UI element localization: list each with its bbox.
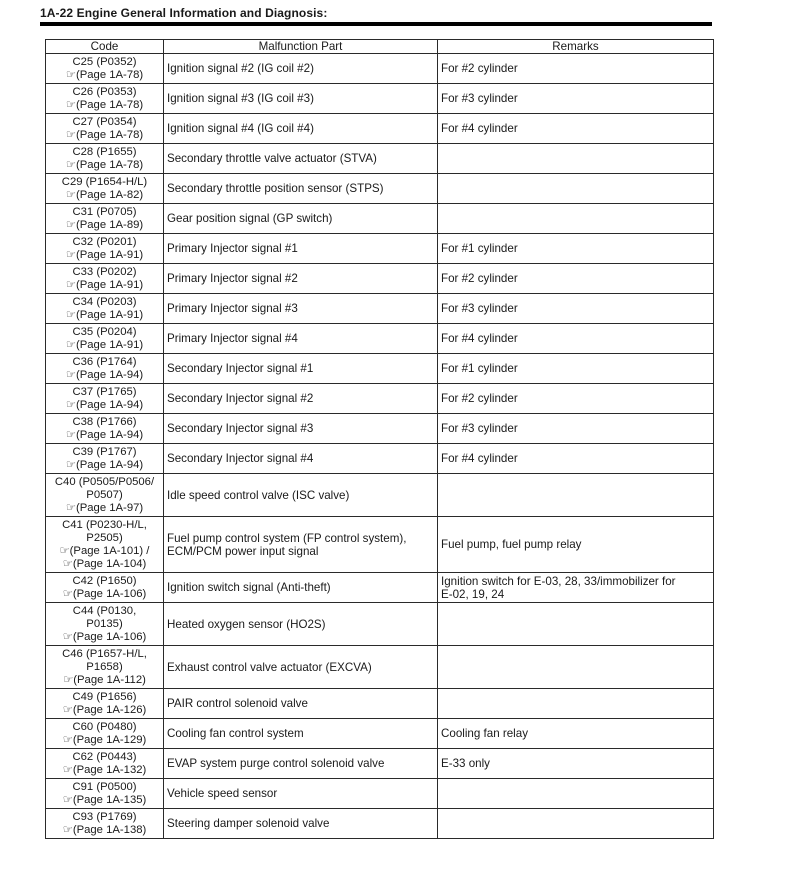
table-row (46, 573, 714, 603)
table-row (46, 384, 714, 414)
malfunction-part-cell: Heated oxygen sensor (HO2S) (164, 603, 438, 646)
table-row (46, 264, 714, 294)
remarks-cell: For #1 cylinder (438, 234, 714, 264)
malfunction-part-cell: Primary Injector signal #3 (164, 294, 438, 324)
remarks-cell (438, 809, 714, 839)
malfunction-part-cell: Ignition signal #3 (IG coil #3) (164, 84, 438, 114)
table-row (46, 204, 714, 234)
malfunction-part-cell: PAIR control solenoid valve (164, 689, 438, 719)
remarks-cell: For #3 cylinder (438, 294, 714, 324)
remarks-cell (438, 646, 714, 689)
remarks-cell: For #4 cylinder (438, 324, 714, 354)
dtc-code-cell: C37 (P1765) ☞(Page 1A-94) (46, 384, 164, 414)
malfunction-part-cell: Ignition switch signal (Anti-theft) (164, 573, 438, 603)
remarks-cell (438, 779, 714, 809)
remarks-cell: For #3 cylinder (438, 84, 714, 114)
remarks-cell (438, 174, 714, 204)
malfunction-part-cell: Secondary throttle valve actuator (STVA) (164, 144, 438, 174)
dtc-code-cell: C39 (P1767) ☞(Page 1A-94) (46, 444, 164, 474)
header-rule (40, 22, 712, 26)
malfunction-part-cell: Primary Injector signal #4 (164, 324, 438, 354)
dtc-code-cell: C62 (P0443) ☞(Page 1A-132) (46, 749, 164, 779)
dtc-code-cell: C25 (P0352) ☞(Page 1A-78) (46, 54, 164, 84)
malfunction-part-cell: Secondary Injector signal #4 (164, 444, 438, 474)
malfunction-part-cell: Ignition signal #4 (IG coil #4) (164, 114, 438, 144)
table-row (46, 474, 714, 517)
dtc-code-cell: C38 (P1766) ☞(Page 1A-94) (46, 414, 164, 444)
dtc-code-cell: C41 (P0230-H/L, P2505) ☞(Page 1A-101) / ☞(Page 1A-104) (46, 517, 164, 573)
table-row (46, 517, 714, 573)
table-row (46, 646, 714, 689)
table-row (46, 114, 714, 144)
malfunction-part-cell: Secondary throttle position sensor (STPS) (164, 174, 438, 204)
remarks-cell: For #2 cylinder (438, 264, 714, 294)
dtc-code-cell: C26 (P0353) ☞(Page 1A-78) (46, 84, 164, 114)
remarks-cell: For #3 cylinder (438, 414, 714, 444)
malfunction-part-cell: Primary Injector signal #2 (164, 264, 438, 294)
remarks-cell: For #4 cylinder (438, 444, 714, 474)
malfunction-part-cell: Steering damper solenoid valve (164, 809, 438, 839)
dtc-code-cell: C60 (P0480) ☞(Page 1A-129) (46, 719, 164, 749)
dtc-code-cell: C35 (P0204) ☞(Page 1A-91) (46, 324, 164, 354)
table-header-row (46, 40, 714, 54)
table-row (46, 603, 714, 646)
table-row (46, 444, 714, 474)
table-row (46, 809, 714, 839)
malfunction-part-cell: Exhaust control valve actuator (EXCVA) (164, 646, 438, 689)
dtc-code-cell: C40 (P0505/P0506/ P0507) ☞(Page 1A-97) (46, 474, 164, 517)
table-row (46, 414, 714, 444)
malfunction-part-cell: Gear position signal (GP switch) (164, 204, 438, 234)
page-title: 1A-22 Engine General Information and Diagnosis: (40, 6, 328, 20)
dtc-code-cell: C28 (P1655) ☞(Page 1A-78) (46, 144, 164, 174)
table-row (46, 294, 714, 324)
column-header-code: Code (46, 40, 164, 54)
dtc-code-cell: C33 (P0202) ☞(Page 1A-91) (46, 264, 164, 294)
remarks-cell (438, 689, 714, 719)
malfunction-part-cell: Secondary Injector signal #3 (164, 414, 438, 444)
remarks-cell: For #4 cylinder (438, 114, 714, 144)
dtc-table (45, 39, 714, 839)
dtc-code-cell: C31 (P0705) ☞(Page 1A-89) (46, 204, 164, 234)
malfunction-part-cell: Secondary Injector signal #2 (164, 384, 438, 414)
table-row (46, 324, 714, 354)
remarks-cell (438, 204, 714, 234)
remarks-cell: Cooling fan relay (438, 719, 714, 749)
malfunction-part-cell: Secondary Injector signal #1 (164, 354, 438, 384)
table-row (46, 144, 714, 174)
table-row (46, 689, 714, 719)
table-row (46, 54, 714, 84)
malfunction-part-cell: EVAP system purge control solenoid valve (164, 749, 438, 779)
dtc-code-cell: C34 (P0203) ☞(Page 1A-91) (46, 294, 164, 324)
table-row (46, 354, 714, 384)
dtc-code-cell: C36 (P1764) ☞(Page 1A-94) (46, 354, 164, 384)
remarks-cell (438, 474, 714, 517)
table-row (46, 84, 714, 114)
remarks-cell: For #2 cylinder (438, 384, 714, 414)
remarks-cell (438, 144, 714, 174)
malfunction-part-cell: Vehicle speed sensor (164, 779, 438, 809)
dtc-code-cell: C93 (P1769) ☞(Page 1A-138) (46, 809, 164, 839)
remarks-cell: E-33 only (438, 749, 714, 779)
remarks-cell: Ignition switch for E-03, 28, 33/immobilizer for E-02, 19, 24 (438, 573, 714, 603)
dtc-code-cell: C29 (P1654-H/L) ☞(Page 1A-82) (46, 174, 164, 204)
malfunction-part-cell: Idle speed control valve (ISC valve) (164, 474, 438, 517)
remarks-cell: For #2 cylinder (438, 54, 714, 84)
malfunction-part-cell: Fuel pump control system (FP control system), ECM/PCM power input signal (164, 517, 438, 573)
dtc-code-cell: C49 (P1656) ☞(Page 1A-126) (46, 689, 164, 719)
remarks-cell (438, 603, 714, 646)
table-row (46, 779, 714, 809)
dtc-code-cell: C32 (P0201) ☞(Page 1A-91) (46, 234, 164, 264)
table-row (46, 234, 714, 264)
remarks-cell: Fuel pump, fuel pump relay (438, 517, 714, 573)
dtc-code-cell: C27 (P0354) ☞(Page 1A-78) (46, 114, 164, 144)
column-header-remarks: Remarks (438, 40, 714, 54)
page-header (40, 6, 712, 26)
table-row (46, 174, 714, 204)
table-row (46, 719, 714, 749)
dtc-code-cell: C42 (P1650) ☞(Page 1A-106) (46, 573, 164, 603)
table-row (46, 749, 714, 779)
malfunction-part-cell: Cooling fan control system (164, 719, 438, 749)
remarks-cell: For #1 cylinder (438, 354, 714, 384)
column-header-malfunction-part: Malfunction Part (164, 40, 438, 54)
dtc-code-cell: C44 (P0130, P0135) ☞(Page 1A-106) (46, 603, 164, 646)
dtc-code-cell: C91 (P0500) ☞(Page 1A-135) (46, 779, 164, 809)
dtc-code-cell: C46 (P1657-H/L, P1658) ☞(Page 1A-112) (46, 646, 164, 689)
malfunction-part-cell: Ignition signal #2 (IG coil #2) (164, 54, 438, 84)
malfunction-part-cell: Primary Injector signal #1 (164, 234, 438, 264)
